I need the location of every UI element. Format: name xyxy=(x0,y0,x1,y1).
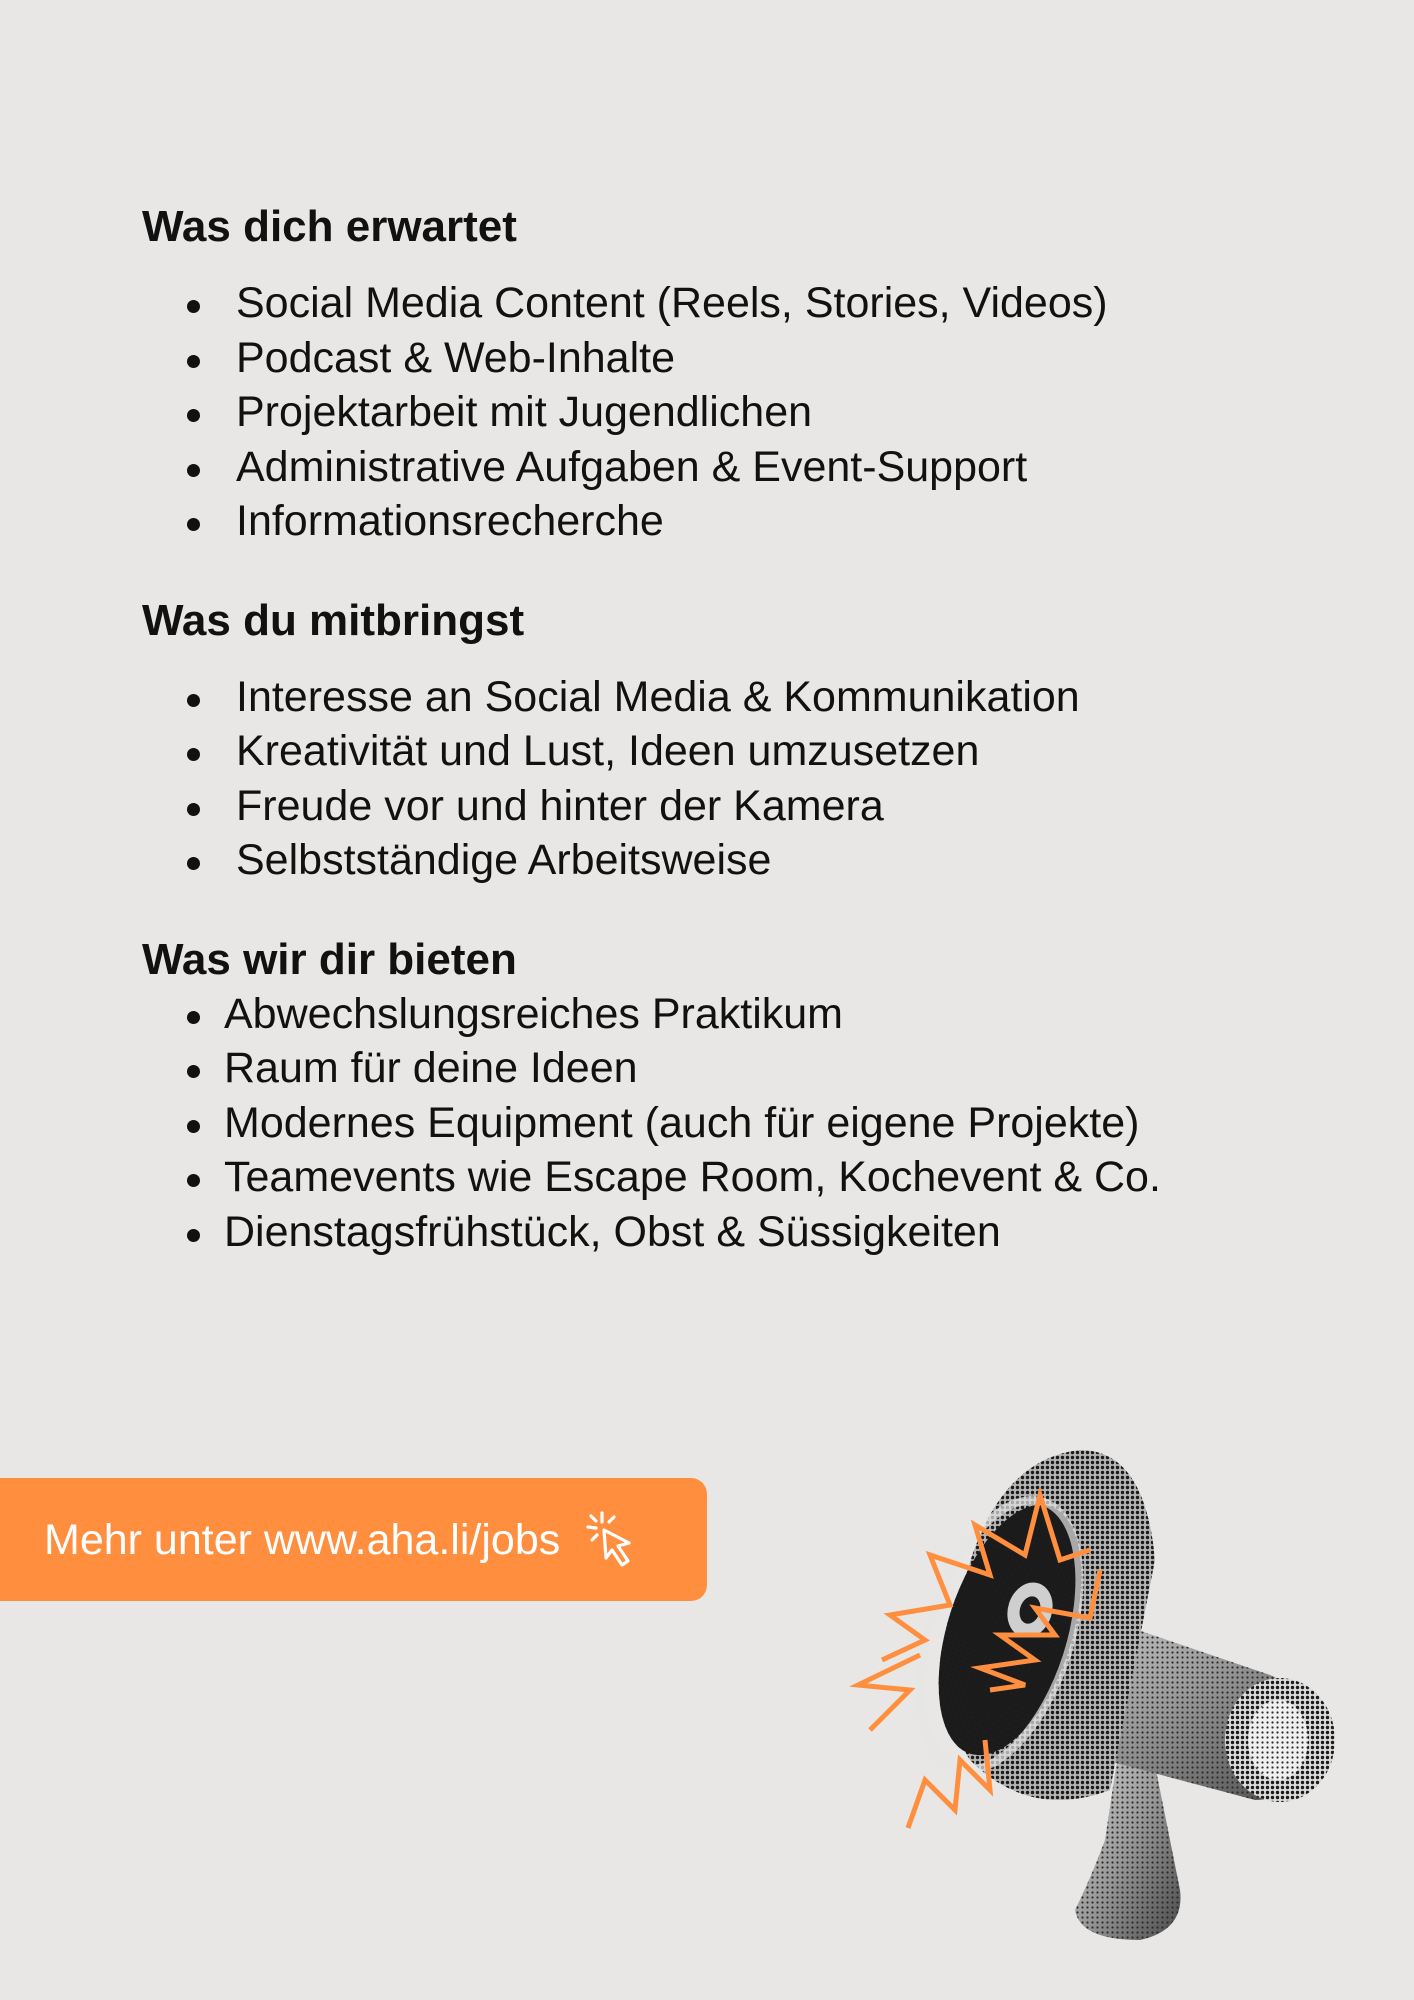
megaphone-icon xyxy=(850,1440,1390,1970)
section-title: Was du mitbringst xyxy=(142,595,525,645)
list-item: Modernes Equipment (auch für eigene Projekte) xyxy=(142,1096,1302,1151)
list-item: Interesse an Social Media & Kommunikation xyxy=(142,670,1302,725)
jobs-link-label: Mehr unter www.aha.li/jobs xyxy=(44,1515,561,1564)
list-item: Projektarbeit mit Jugendlichen xyxy=(142,385,1302,440)
list-item: Podcast & Web-Inhalte xyxy=(142,331,1302,386)
cursor-click-icon xyxy=(582,1509,644,1571)
list-item: Abwechslungsreiches Praktikum xyxy=(142,987,1302,1042)
list-item: Selbstständige Arbeitsweise xyxy=(142,833,1302,888)
list-item: Informationsrecherche xyxy=(142,494,1302,549)
bullet-list xyxy=(142,670,1302,888)
list-item: Kreativität und Lust, Ideen umzusetzen xyxy=(142,724,1302,779)
bullet-list xyxy=(142,987,1302,1260)
list-item: Administrative Aufgaben & Event-Support xyxy=(142,440,1302,495)
list-item: Freude vor und hinter der Kamera xyxy=(142,779,1302,834)
main-content xyxy=(142,200,1302,1259)
list-item: Dienstagsfrühstück, Obst & Süssigkeiten xyxy=(142,1205,1302,1260)
list-item: Teamevents wie Escape Room, Kochevent & Co. xyxy=(142,1150,1302,1205)
section-requirements xyxy=(142,594,1302,888)
jobs-link-button[interactable] xyxy=(0,1478,707,1601)
section-title: Was dich erwartet xyxy=(142,202,517,251)
section-title: Was wir dir bieten xyxy=(142,934,517,984)
list-item: Raum für deine Ideen xyxy=(142,1041,1302,1096)
section-expectations xyxy=(142,200,1302,549)
list-item: Social Media Content (Reels, Stories, Videos) xyxy=(142,276,1302,331)
section-benefits xyxy=(142,933,1302,1260)
bullet-list xyxy=(142,276,1302,549)
